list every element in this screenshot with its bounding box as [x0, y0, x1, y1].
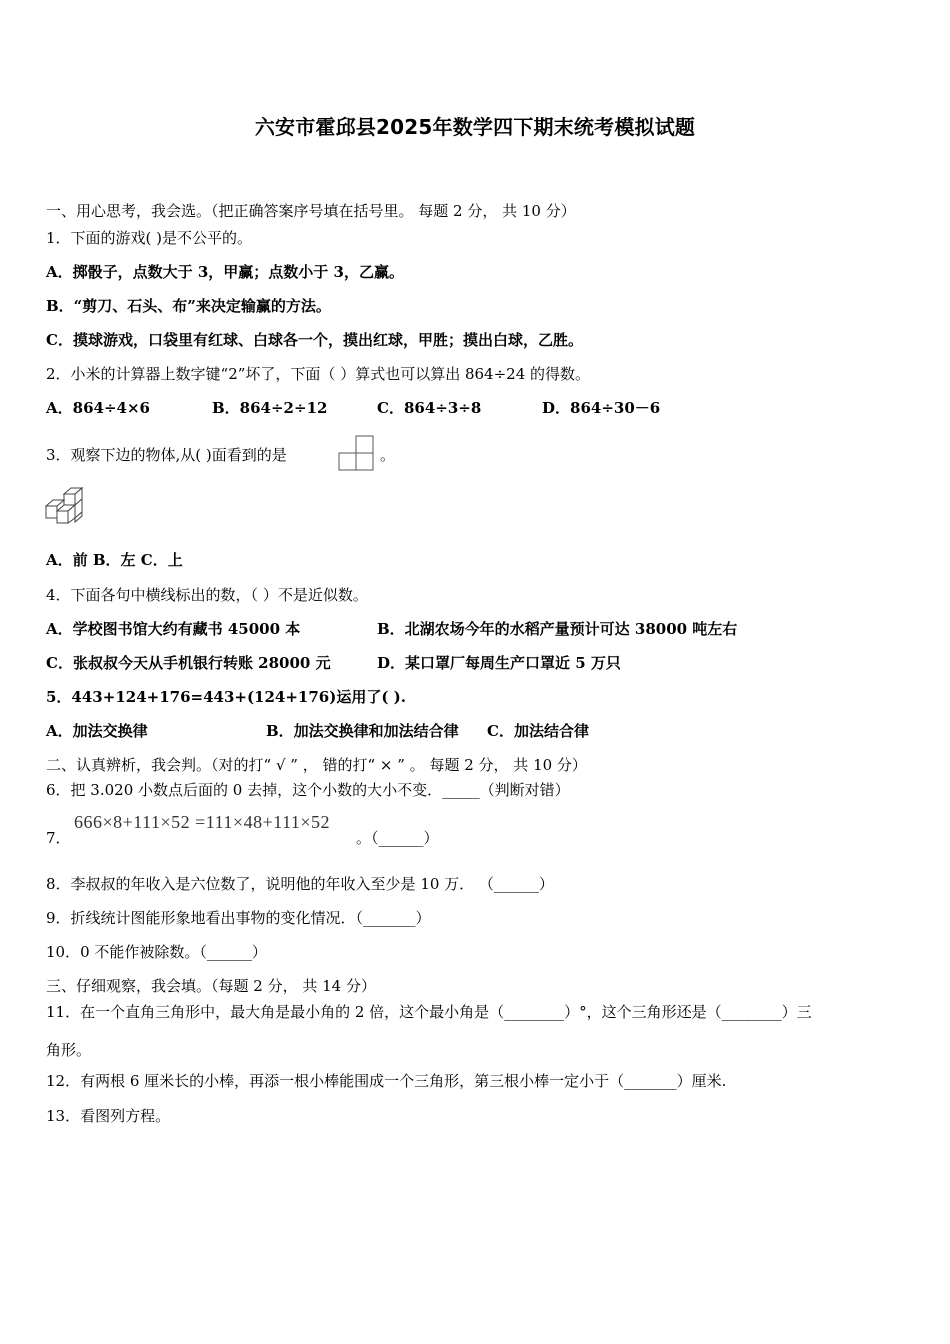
question-3-options: A．前 B．左 C．上	[46, 551, 183, 569]
question-8: 8．李叔叔的年收入是六位数了，说明他的年收入至少是 10 万． （______）	[46, 875, 554, 893]
question-11-line-1: 11．在一个直角三角形中，最大角是最小角的 2 倍，这个最小角是（________）°，这个三角形还是（________）三	[46, 1003, 812, 1021]
question-5-option-c: C．加法结合律	[487, 722, 589, 740]
question-2-option-a: A．864÷4×6	[46, 399, 150, 417]
question-13: 13．看图列方程。	[46, 1107, 171, 1125]
section-1-heading: 一、用心思考，我会选。（把正确答案序号填在括号里。 每题 2 分， 共 10 分）	[46, 202, 576, 220]
question-12: 12．有两根 6 厘米长的小棒，再添一根小棒能围成一个三角形，第三根小棒一定小于（_______）厘米.	[46, 1072, 727, 1090]
cube-stack-figure	[44, 486, 88, 534]
question-4-option-a: A．学校图书馆大约有藏书 45000 本	[46, 620, 301, 638]
question-1-option-c: C．摸球游戏，口袋里有红球、白球各一个，摸出红球，甲胜；摸出白球，乙胜。	[46, 331, 583, 349]
question-7-number: 7．	[46, 829, 71, 847]
section-2-heading: 二、认真辨析，我会判。（对的打“ √ ” ， 错的打“ × ” 。 每题 2 分， 共 10 分）	[46, 756, 587, 774]
question-2-option-d: D．864÷30－6	[542, 399, 661, 417]
question-9: 9．折线统计图能形象地看出事物的变化情况．（_______）	[46, 909, 431, 927]
question-4-option-b: B．北湖农场今年的水稻产量预计可达 38000 吨左右	[377, 620, 738, 638]
section-3-heading: 三、仔细观察，我会填。（每题 2 分， 共 14 分）	[46, 977, 376, 995]
question-2-stem: 2．小米的计算器上数字键“2”坏了，下面（ ）算式也可以算出 864÷24 的得数。	[46, 365, 591, 383]
question-6: 6．把 3.020 小数点后面的 0 去掉，这个小数的大小不变．_____（判断对错）	[46, 781, 570, 799]
question-11-line-2: 角形。	[46, 1041, 92, 1059]
question-1-stem: 1．下面的游戏( )是不公平的。	[46, 229, 253, 247]
question-4-option-d: D．某口罩厂每周生产口罩近 5 万只	[377, 654, 621, 672]
question-10: 10．0 不能作被除数。（______）	[46, 943, 267, 961]
question-1-option-a: A．掷骰子，点数大于 3，甲赢；点数小于 3，乙赢。	[46, 263, 404, 281]
question-3-stem-end: 。	[380, 446, 396, 464]
question-1-option-b: B．“剪刀、石头、布”来决定输赢的方法。	[46, 297, 331, 315]
question-5-option-b: B．加法交换律和加法结合律	[266, 722, 459, 740]
question-7-formula: 666×8+111×52 =111×48+111×52	[74, 812, 331, 832]
page-title: 六安市霍邱县2025年数学四下期末统考模拟试题	[254, 115, 696, 139]
question-5-stem: 5．443+124+176=443+(124+176)运用了( ).	[46, 688, 406, 706]
question-4-option-c: C．张叔叔今天从手机银行转账 28000 元	[46, 654, 331, 672]
question-5-option-a: A．加法交换律	[46, 722, 148, 740]
question-7-tail: 。（______）	[356, 829, 439, 847]
question-4-stem: 4．下面各句中横线标出的数，（ ）不是近似数。	[46, 586, 368, 604]
question-2-option-b: B．864÷2÷12	[212, 399, 328, 417]
view-shape-figure	[338, 435, 376, 473]
question-3-stem: 3．观察下边的物体,从( )面看到的是	[46, 446, 287, 464]
question-2-option-c: C．864÷3÷8	[377, 399, 482, 417]
